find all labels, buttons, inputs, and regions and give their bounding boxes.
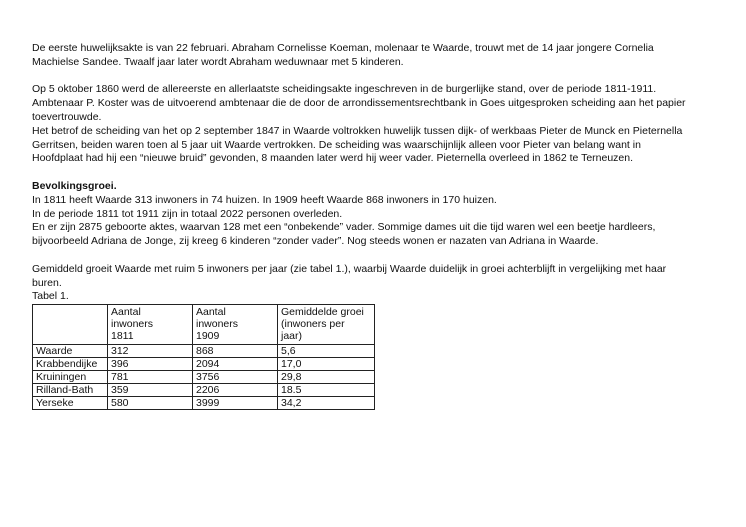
paragraph-first-marriage [32, 42, 722, 70]
cell-1811: 580 [108, 397, 193, 410]
cell-place: Krabbendijke [33, 358, 108, 371]
header-cell-average-growth: Gemiddelde groei (inwoners per jaar) [278, 305, 375, 345]
cell-1909: 2094 [193, 358, 278, 371]
cell-growth: 5,6 [278, 345, 375, 358]
cell-growth: 29,8 [278, 371, 375, 384]
text-line: In de periode 1811 tot 1911 zijn in totaal 2022 personen overleden. [32, 207, 343, 220]
cell-1909: 3756 [193, 371, 278, 384]
paragraph-population [32, 194, 722, 249]
header-cell-place [33, 305, 108, 345]
table-row [33, 384, 375, 397]
cell-1811: 312 [108, 345, 193, 358]
text-line: En er zijn 2875 geboorte aktes, waarvan 128 met een “onbekende” vader. Sommige dames uit die tijd waren wel een beetje hardleers, [32, 221, 656, 234]
text-line: Gemiddeld groeit Waarde met ruim 5 inwoners per jaar (zie tabel 1.), waarbij Waarde duidelijk in groei achterblijft in vergelijking met haar [32, 262, 667, 275]
cell-growth: 17,0 [278, 358, 375, 371]
cell-1909: 2206 [193, 384, 278, 397]
cell-1909: 868 [193, 345, 278, 358]
table-row [33, 358, 375, 371]
cell-1909: 3999 [193, 397, 278, 410]
paragraph-divorce [32, 83, 722, 166]
table-row [33, 371, 375, 384]
text-line: Het betrof de scheiding van het op 2 september 1847 in Waarde voltrokken huwelijk tussen dijk- of werkbaas Pieter de Munck en Pieternella [32, 124, 683, 137]
text-line: toevertrouwde. [32, 110, 102, 123]
text-line: Gerritsen, beiden waren toen al 5 jaar uit Waarde vertrokken. De scheiding was waarschijnlijk alleen voor Pieter van belang want in [32, 138, 641, 151]
document-body [32, 42, 722, 410]
header-cell-inhabitants-1811: Aantal inwoners 1811 [108, 305, 193, 345]
text-line: Hoofdplaat had hij een “nieuwe bruid” gevonden, 8 maanden later werd hij weer vader. Pieternella overleed in 1862 te Terneuzen. [32, 152, 634, 165]
cell-1811: 396 [108, 358, 193, 371]
cell-growth: 18.5 [278, 384, 375, 397]
text-line: De eerste huwelijksakte is van 22 februari. Abraham Cornelisse Koeman, molenaar te Waarde, trouwt met de 14 jaar jongere Cornelia [32, 42, 654, 54]
population-table [32, 304, 375, 410]
header-cell-inhabitants-1909: Aantal inwoners 1909 [193, 305, 278, 345]
cell-growth: 34,2 [278, 397, 375, 410]
cell-1811: 781 [108, 371, 193, 384]
table-row [33, 345, 375, 358]
cell-1811: 359 [108, 384, 193, 397]
table-caption: Tabel 1. [32, 290, 69, 303]
text-line: buren. [32, 276, 62, 289]
text-line: In 1811 heeft Waarde 313 inwoners in 74 huizen. In 1909 heeft Waarde 868 inwoners in 170 huizen. [32, 193, 497, 206]
text-line: Machielse Sandee. Twaalf jaar later wordt Abraham weduwnaar met 5 kinderen. [32, 55, 404, 68]
section-heading: Bevolkingsgroei. [32, 179, 117, 192]
text-line: bijvoorbeeld Adriana de Jonge, zij kreeg 6 kinderen “zonder vader”. Nog steeds wonen er nazaten van Adriana in Waarde. [32, 235, 599, 248]
cell-place: Yerseke [33, 397, 108, 410]
cell-place: Kruiningen [33, 371, 108, 384]
text-line: Ambtenaar P. Koster was de uitvoerend ambtenaar die de door de arrondissementsrechtbank in Goes uitgesproken scheiding aan het papier [32, 97, 686, 110]
cell-place: Waarde [33, 345, 108, 358]
table-row [33, 397, 375, 410]
text-line: Op 5 oktober 1860 werd de allereerste en allerlaatste scheidingsakte ingeschreven in de burgerlijke stand, over de periode 1811-1911. [32, 83, 657, 96]
table-header-row [33, 305, 375, 345]
cell-place: Rilland-Bath [33, 384, 108, 397]
paragraph-growth [32, 263, 722, 291]
